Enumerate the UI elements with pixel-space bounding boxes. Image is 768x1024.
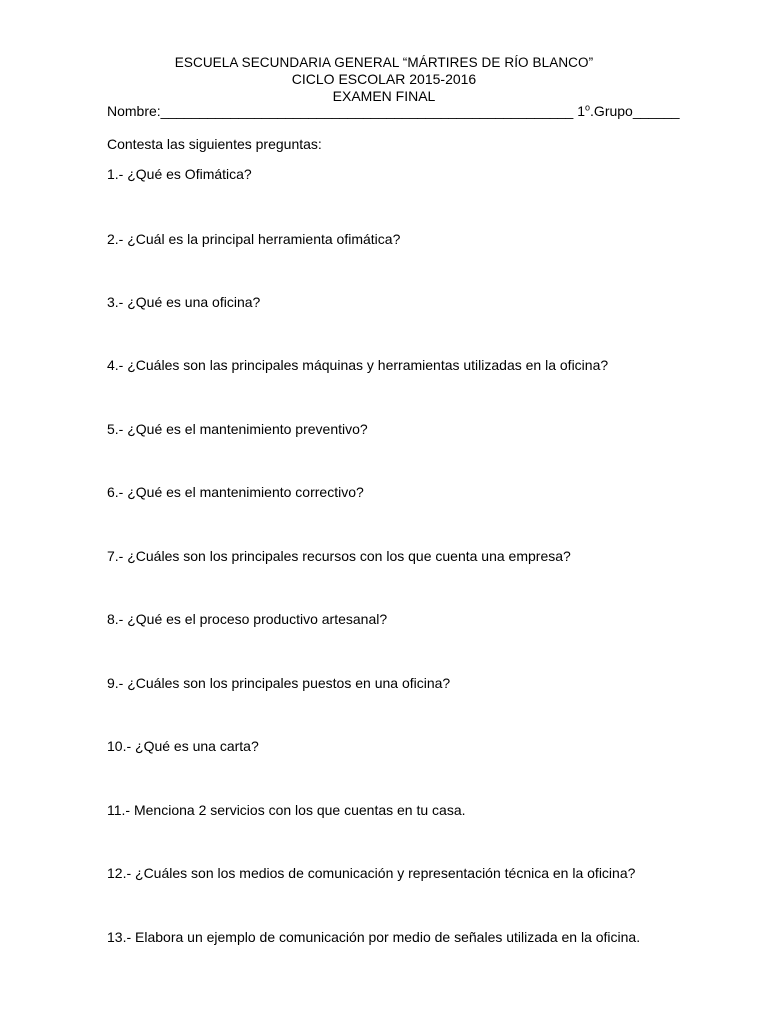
question-12: 12.- ¿Cuáles son los medios de comunicación y representación técnica en la oficina? xyxy=(107,865,636,881)
question-5: 5.- ¿Qué es el mantenimiento preventivo? xyxy=(107,421,368,437)
grade-superscript: o xyxy=(585,102,591,113)
name-label: Nombre:_____________________________________________________ 1 xyxy=(107,103,586,119)
question-8: 8.- ¿Qué es el proceso productivo artesanal? xyxy=(107,611,388,627)
exam-title: EXAMEN FINAL xyxy=(332,88,436,104)
question-11: 11.- Menciona 2 servicios con los que cuentas en tu casa. xyxy=(107,802,466,818)
question-9: 9.- ¿Cuáles son los principales puestos en una oficina? xyxy=(107,675,451,691)
question-7: 7.- ¿Cuáles son los principales recursos con los que cuenta una empresa? xyxy=(107,548,571,564)
question-6: 6.- ¿Qué es el mantenimiento correctivo? xyxy=(107,484,364,500)
school-cycle: CICLO ESCOLAR 2015-2016 xyxy=(291,71,477,87)
instructions: Contesta las siguientes preguntas: xyxy=(107,136,322,152)
student-name-line xyxy=(107,103,680,120)
document-header xyxy=(0,54,768,105)
school-name: ESCUELA SECUNDARIA GENERAL “MÁRTIRES DE RÍO BLANCO” xyxy=(174,55,594,70)
question-10: 10.- ¿Qué es una carta? xyxy=(107,738,259,754)
question-13: 13.- Elabora un ejemplo de comunicación por medio de señales utilizada en la oficina. xyxy=(107,929,641,945)
question-1: 1.- ¿Qué es Ofimática? xyxy=(107,166,252,182)
question-3: 3.- ¿Qué es una oficina? xyxy=(107,294,261,310)
question-4: 4.- ¿Cuáles son las principales máquinas y herramientas utilizadas en la oficina? xyxy=(107,357,609,373)
group-label: .Grupo______ xyxy=(590,103,680,119)
question-2: 2.- ¿Cuál es la principal herramienta ofimática? xyxy=(107,231,401,247)
